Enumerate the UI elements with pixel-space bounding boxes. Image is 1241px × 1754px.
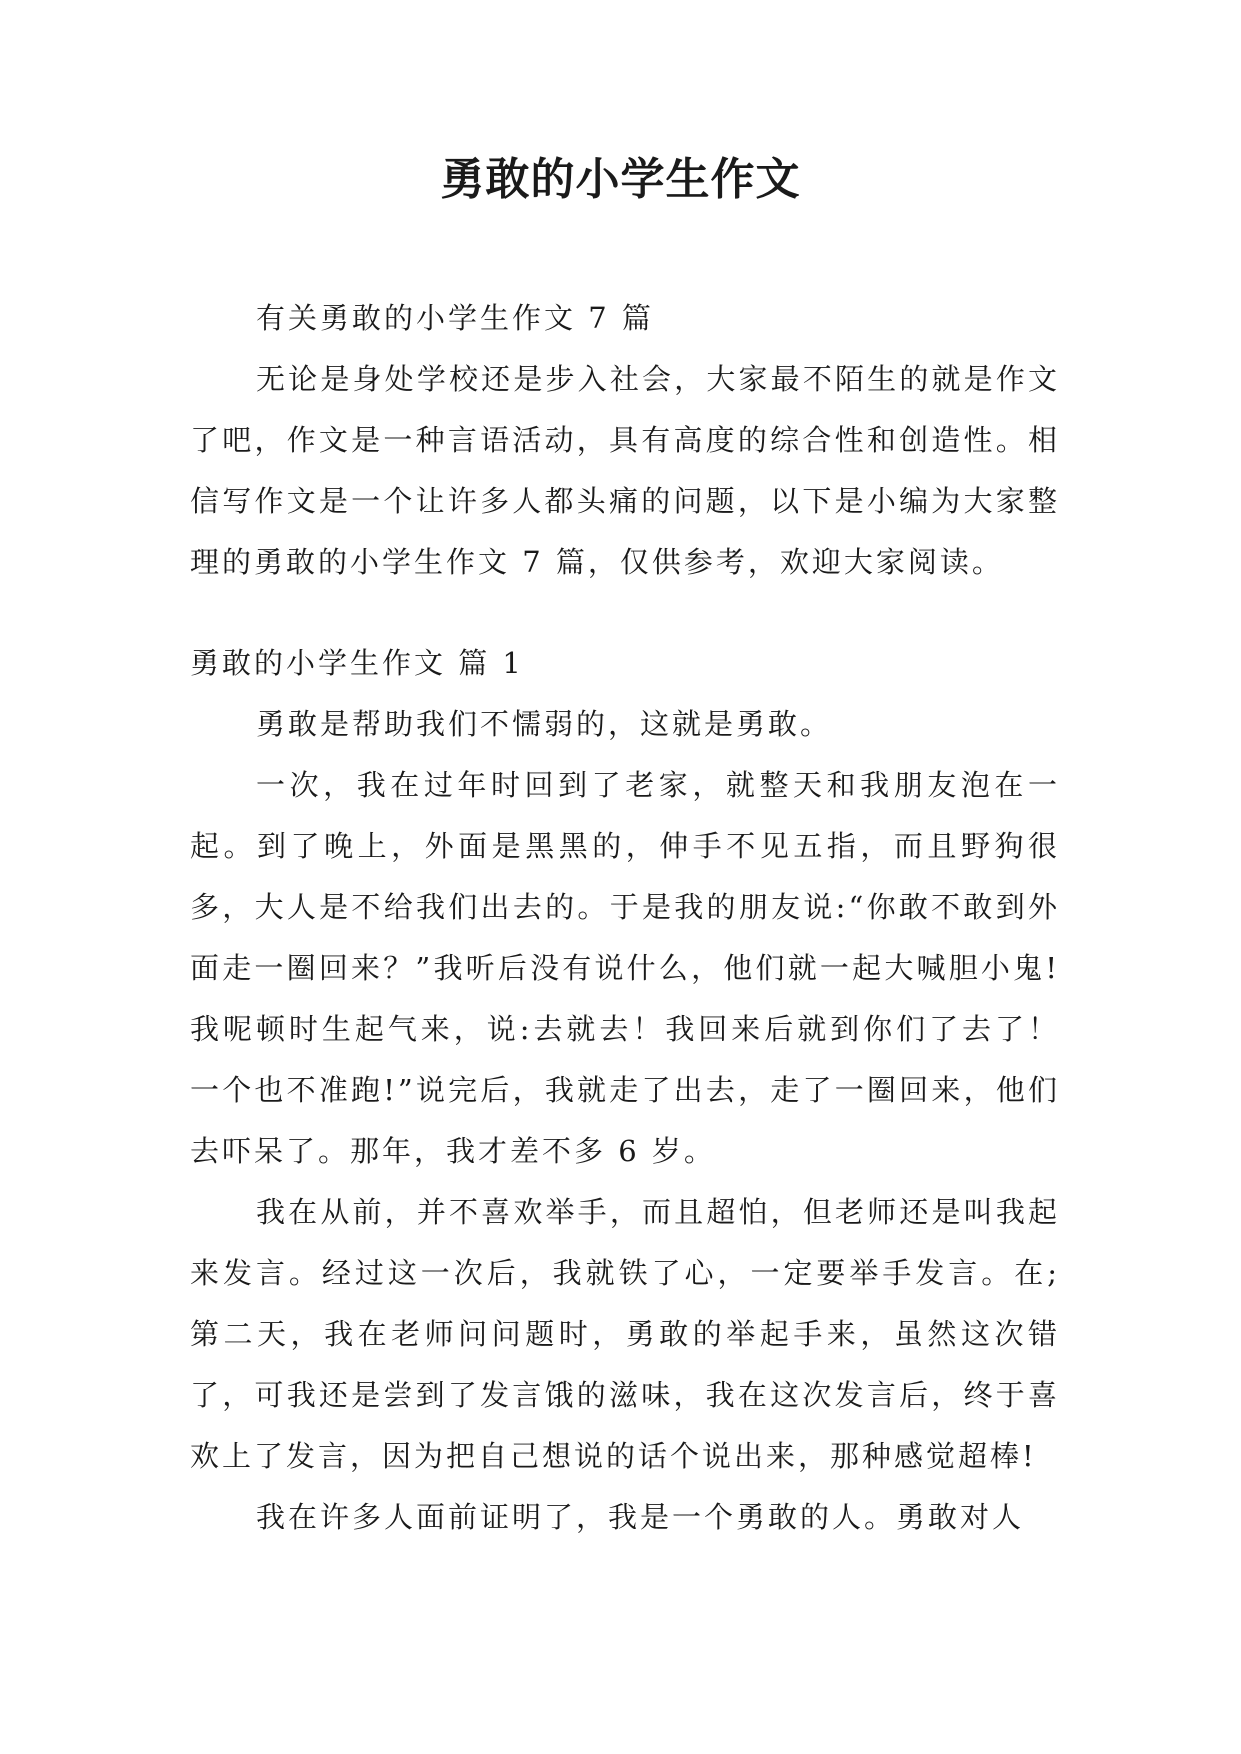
intro-paragraph: 无论是身处学校还是步入社会，大家最不陌生的就是作文了吧，作文是一种言语活动，具有高度的综合性和创造性。相信写作文是一个让许多人都头痛的问题，以下是小编为大家整理的勇敢的小学生作文 7 篇，仅供参考，欢迎大家阅读。 — [190, 362, 1060, 579]
section-paragraph: 我在许多人面前证明了，我是一个勇敢的人。勇敢对人 — [256, 1500, 1025, 1534]
document-title: 勇敢的小学生作文 — [440, 154, 801, 205]
section-paragraph: 勇敢是帮助我们不懦弱的，这就是勇敢。 — [256, 707, 833, 741]
section-paragraph: 我在从前，并不喜欢举手，而且超怕，但老师还是叫我起来发言。经过这一次后，我就铁了心，一定要举手发言。在;第二天，我在老师问问题时，勇敢的举起手来，虽然这次错了，可我还是尝到了发言饿的滋味，我在这次发言后，终于喜欢上了发言，因为把自己想说的话个说出来，那种感觉超棒! — [190, 1195, 1060, 1473]
section-heading: 勇敢的小学生作文 篇 1 — [190, 646, 524, 680]
document-subtitle: 有关勇敢的小学生作文 7 篇 — [256, 301, 654, 335]
section-paragraph: 一次，我在过年时回到了老家，就整天和我朋友泡在一起。到了晚上，外面是黑黑的，伸手不见五指，而且野狗很多，大人是不给我们出去的。于是我的朋友说:“你敢不敢到外面走一圈回来？”我听后没有说什么，他们就一起大喊胆小鬼!我呢顿时生起气来，说:去就去！我回来后就到你们了去了！一个也不准跑!”说完后，我就走了出去，走了一圈回来，他们去吓呆了。那年，我才差不多 6 岁。 — [190, 768, 1060, 1168]
document-body — [190, 288, 1060, 1548]
